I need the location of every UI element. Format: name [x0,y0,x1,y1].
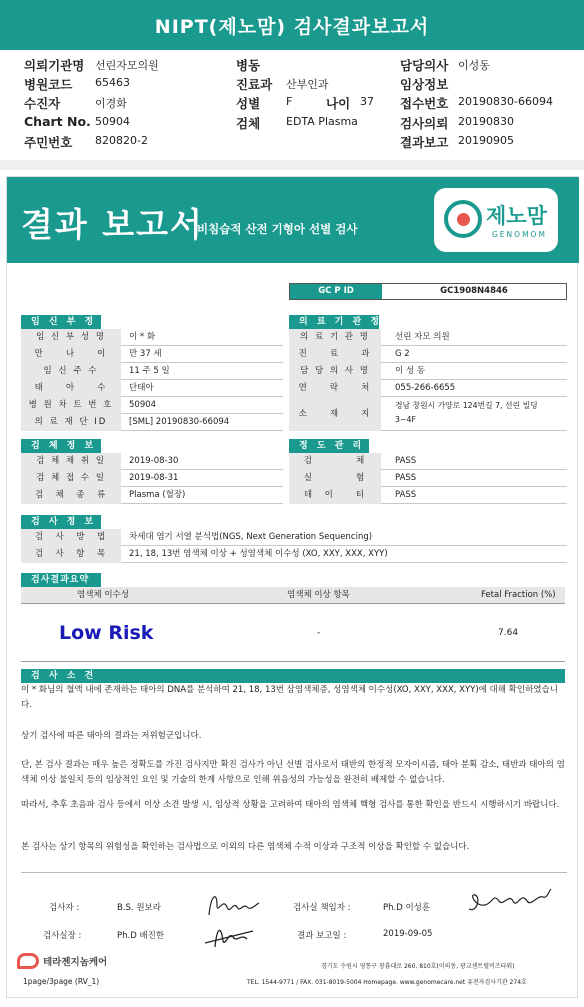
banner-title: 결과 보고서 [21,205,204,244]
table-row [289,453,567,470]
test-section-title: 검 사 정 보 [21,515,101,529]
row-key: 검 사 방 법 [21,529,121,546]
org-value: 선린자모의원 [95,59,159,72]
address-row [289,397,567,431]
gcp-id-label: GC P ID [290,284,382,299]
hosp-code-value: 65463 [95,76,130,89]
doctor-value: 이성동 [458,59,490,72]
receipt-value: 20190830-66094 [458,95,553,108]
gcp-id-value: GC1908N4846 [440,286,508,296]
patient-label: 수진자 [24,96,61,111]
report-value: 20190905 [458,134,514,147]
footer-address: 경기도 수원시 영통구 창룡대로 260, 810호(이의동, 광교센트럴비즈타워) [321,963,515,970]
qc-section-title: 정 도 관 리 [289,439,369,453]
chart-label: Chart No. [24,114,91,129]
summary-header [21,587,565,604]
terragen-logo-icon [17,953,39,969]
opinion-section-title: 검 사 소 견 [21,669,565,683]
specimen-value: EDTA Plasma [286,115,358,128]
table-row [21,329,283,346]
row-key: 의 료 재 단 ID [21,414,121,431]
row-key: 실 험 [289,470,381,487]
sex-value: F [286,95,293,108]
chart-value: 50904 [95,115,130,128]
table-row [289,363,567,380]
chief-label: 검사실장 : [43,931,82,941]
age-value: 37 [360,95,374,108]
director-value: Ph.D 이성훈 [383,903,431,913]
chief-signature-icon [201,917,259,951]
report-title: NIPT(제노맘) 검사결과보고서 [0,0,584,50]
logo-en: GENOMOM [492,230,547,239]
row-value: PASS [395,490,417,500]
clinical-label: 임상정보 [400,77,449,92]
receipt-label: 접수번호 [400,96,449,111]
summary-col-fetal-fraction: Fetal Fraction (%) [481,590,556,600]
table-row [21,397,283,414]
report-date-value: 2019-09-05 [383,929,433,939]
tester-value: B.S. 원보라 [117,903,161,913]
specimen-section-title: 검 체 정 보 [21,439,101,453]
dept-label: 진료과 [236,77,273,92]
doctor-label: 담당의사 [400,58,449,73]
row-key: 임 신 주 수 [21,363,121,380]
table-row [21,487,283,504]
rrn-value: 820820-2 [95,134,148,147]
row-key: 담 당 의 사 명 [289,363,381,380]
opinion-para-2: 상기 검사에 따른 태아의 결과는 저위험군입니다. [21,731,202,741]
row-key: 검 체 [289,453,381,470]
row-value: 이 성 동 [395,366,426,376]
patient-header [0,50,584,160]
org-label: 의뢰기관명 [24,58,85,73]
row-value: 단태아 [129,383,154,393]
logo-name: 제노맘 [486,204,547,228]
genomom-logo [434,188,558,252]
pregnant-section-title: 임 신 부 정 보 [21,315,101,329]
banner-subtitle: 비침습적 산전 기형아 선별 검사 [197,222,358,236]
table-row [21,346,283,363]
age-label: 나이 [326,96,351,111]
address-key: 소 재 지 [289,397,381,431]
genomom-mark-icon [444,200,482,238]
row-key: 임 신 부 성 명 [21,329,121,346]
row-value: [SML] 20190830-66094 [129,417,230,427]
dept-value: 산부인과 [286,78,329,91]
row-value: 선린 자모 의원 [395,332,450,342]
specimen-label: 검체 [236,116,261,131]
row-key: 검 체 채 취 일 [21,453,121,470]
report-label: 결과보고 [400,135,449,150]
opinion-para-5: 본 검사는 상기 항목의 위험성을 확인하는 검사법으로 이외의 다른 염색체 수적 이상과 구조적 이상을 확인할 수 없습니다. [21,842,470,852]
summary-section-title: 검사결과요약 [21,573,101,587]
table-row [21,380,283,397]
rrn-label: 주민번호 [24,135,73,150]
section-divider [0,160,584,170]
opinion-para-4: 따라서, 추후 초음파 검사 등에서 이상 소견 발생 시, 임상적 상황을 고려하여 태아의 염색체 핵형 검사를 통한 확인을 반드시 시행하시기 바랍니다. [21,800,560,810]
gcp-id-box [289,283,567,300]
director-signature-icon [463,883,555,919]
page-number: 1page/3page (RV_1) [23,977,100,986]
result-report-panel [6,176,578,998]
table-row [21,363,283,380]
row-value: PASS [395,473,417,483]
request-label: 검사의뢰 [400,116,449,131]
opinion-para-1: 이 * 화님의 혈액 내에 존재하는 태아의 DNA를 분석하여 21, 18, 13번 삼염색체증, 성염색체 이수성(XO, XXY, XXX, XYY)에 대해 확인하였습니다. [21,685,558,710]
ward-label: 병동 [236,58,261,73]
row-key: 만 나 이 [21,346,121,363]
table-row [289,346,567,363]
row-value: 차세대 염기 서열 분석법(NGS, Next Generation Sequencing) [129,532,373,542]
table-row [289,380,567,397]
row-value: 2019-08-31 [129,473,179,483]
table-row [21,453,283,470]
row-key: 진 료 과 [289,346,381,363]
row-key: 병 원 차 트 번 호 [21,397,121,414]
table-row [21,546,567,563]
report-footer [7,957,579,999]
chief-value: Ph.D 배진한 [117,931,165,941]
risk-result: Low Risk [59,622,154,644]
director-label: 검사실 책임자 : [293,903,351,913]
row-value: 이 * 화 [129,332,156,342]
table-row [289,470,567,487]
table-row [21,529,567,546]
institution-section-title: 의 료 기 관 정 보 [289,315,379,329]
row-key: 검 체 접 수 일 [21,470,121,487]
sex-label: 성별 [236,96,261,111]
row-value: PASS [395,456,417,466]
fetal-fraction-value: 7.64 [498,628,519,638]
row-value: 055-266-6655 [395,383,456,393]
result-banner [7,177,579,263]
row-key: 검 사 항 목 [21,546,121,563]
table-row [289,487,567,504]
summary-row [21,604,565,662]
opinion-para-3: 단, 본 검사 결과는 매우 높은 정확도를 가진 검사지만 확진 검사가 아닌 선별 검사로서 태반의 한정적 모자이시즘, 태아 분획 감소, 태반과 태아의 염색체 이상 불일치 등의 임상적인 요인 및 기술의 한계 사항으로 인해 위음성의 가능성을 완전히 배제할 수 없습니다. [21,760,565,785]
table-row [21,414,283,431]
row-key: 데 이 터 [289,487,381,504]
row-key: 검 체 종 류 [21,487,121,504]
company-name: 테라젠지놈케어 [43,957,108,968]
table-row [289,329,567,346]
hosp-code-label: 병원코드 [24,77,73,92]
table-row [21,470,283,487]
tester-label: 검사자 : [49,903,80,913]
abnormal-item-value: - [317,628,321,638]
row-value: 2019-08-30 [129,456,179,466]
row-key: 연 락 처 [289,380,381,397]
row-value: 50904 [129,400,157,410]
row-value: Plasma (혈장) [129,490,186,500]
signature-divider [21,872,567,873]
footer-contact: TEL. 1544-9771 / FAX. 031-8019-5004 Homepage. www.genomecare.net 유전자검사기관 274호 [247,979,527,986]
row-key: 의 료 기 관 명 [289,329,381,346]
summary-col-aneuploidy: 염색체 이수성 [77,590,129,600]
row-value: 21, 18, 13번 염색체 이상 + 성염색체 이수성 (XO, XXY, XXX, XYY) [129,549,388,559]
report-date-label: 결과 보고일 : [297,931,347,941]
summary-col-abnormal: 염색체 이상 항목 [287,590,350,600]
row-value: 만 37 세 [129,349,162,359]
row-key: 태 아 수 [21,380,121,397]
address-line-1: 경남 창원시 가양로 124번길 7, 선린 빌딩 [395,401,538,410]
request-value: 20190830 [458,115,514,128]
address-line-2: 3~4F [395,415,416,424]
row-value: G 2 [395,349,410,359]
patient-value: 이경화 [95,97,127,110]
row-value: 11 주 5 일 [129,366,170,376]
